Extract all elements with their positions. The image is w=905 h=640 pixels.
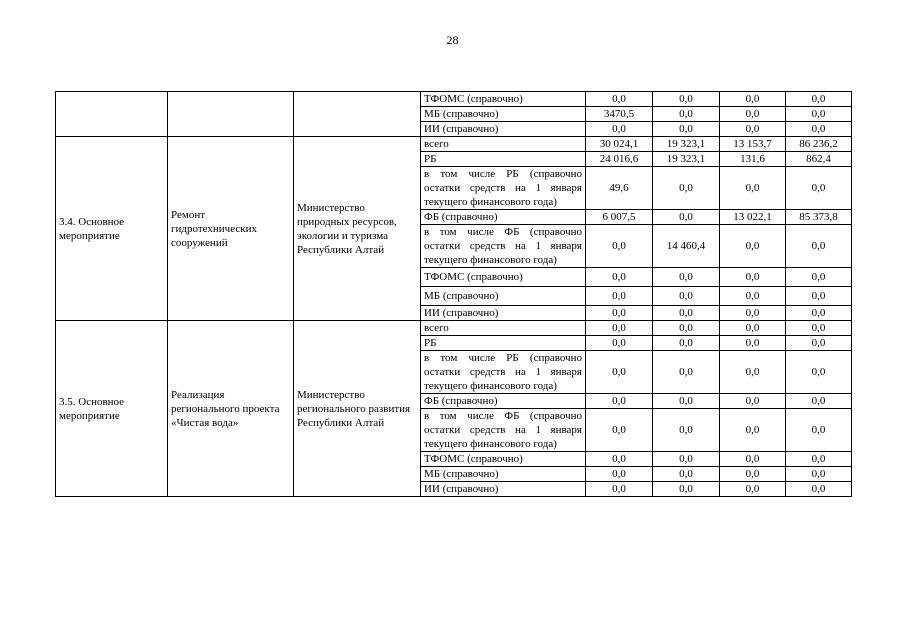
value-cell: 0,0: [786, 225, 852, 268]
value-cell: 0,0: [586, 394, 653, 409]
executor-cell: Министерство регионального развития Республики Алтай: [294, 321, 421, 497]
value-cell: 0,0: [653, 394, 720, 409]
value-cell: 0,0: [653, 92, 720, 107]
table-row: [56, 137, 852, 152]
value-cell: 0,0: [786, 268, 852, 287]
value-cell: 0,0: [720, 167, 786, 210]
activity-cell: [56, 92, 168, 137]
value-cell: 0,0: [720, 452, 786, 467]
value-cell: 0,0: [653, 336, 720, 351]
funding-table: [55, 91, 852, 497]
value-cell: 0,0: [586, 225, 653, 268]
value-cell: 0,0: [786, 336, 852, 351]
title-cell: Ремонт гидротехнических сооружений: [168, 137, 294, 321]
value-cell: 19 323,1: [653, 152, 720, 167]
value-cell: 0,0: [586, 336, 653, 351]
title-cell: Реализация регионального проекта «Чистая вода»: [168, 321, 294, 497]
value-cell: 0,0: [720, 482, 786, 497]
value-cell: 0,0: [653, 107, 720, 122]
funding-source-cell: ФБ (справочно): [421, 210, 586, 225]
funding-source-cell: ТФОМС (справочно): [421, 92, 586, 107]
value-cell: 862,4: [786, 152, 852, 167]
table-row: [56, 321, 852, 336]
table-body: [56, 92, 852, 497]
funding-source-cell: в том числе ФБ (справочно остатки средств на 1 января текущего финансового года): [421, 225, 586, 268]
funding-source-cell: РБ: [421, 152, 586, 167]
value-cell: 0,0: [653, 306, 720, 321]
value-cell: 0,0: [720, 122, 786, 137]
value-cell: 0,0: [586, 321, 653, 336]
value-cell: 0,0: [586, 287, 653, 306]
value-cell: 0,0: [586, 92, 653, 107]
value-cell: 30 024,1: [586, 137, 653, 152]
page-number: 28: [446, 33, 459, 47]
value-cell: 0,0: [720, 409, 786, 452]
value-cell: 0,0: [720, 306, 786, 321]
value-cell: 0,0: [586, 452, 653, 467]
value-cell: 131,6: [720, 152, 786, 167]
value-cell: 0,0: [653, 467, 720, 482]
value-cell: 0,0: [786, 122, 852, 137]
funding-source-cell: ТФОМС (справочно): [421, 452, 586, 467]
value-cell: 0,0: [586, 268, 653, 287]
funding-source-cell: МБ (справочно): [421, 107, 586, 122]
value-cell: 3470,5: [586, 107, 653, 122]
title-cell: [168, 92, 294, 137]
funding-source-cell: МБ (справочно): [421, 467, 586, 482]
funding-source-cell: в том числе РБ (справочно остатки средств на 1 января текущего финансового года): [421, 351, 586, 394]
funding-source-cell: в том числе ФБ (справочно остатки средств на 1 января текущего финансового года): [421, 409, 586, 452]
value-cell: 0,0: [786, 409, 852, 452]
funding-source-cell: ФБ (справочно): [421, 394, 586, 409]
funding-source-cell: ТФОМС (справочно): [421, 268, 586, 287]
table-row: [56, 92, 852, 107]
value-cell: 0,0: [653, 210, 720, 225]
value-cell: 0,0: [720, 394, 786, 409]
activity-cell: 3.5. Основное мероприятие: [56, 321, 168, 497]
funding-source-cell: ИИ (справочно): [421, 122, 586, 137]
value-cell: 0,0: [720, 225, 786, 268]
value-cell: 0,0: [653, 351, 720, 394]
value-cell: 0,0: [653, 321, 720, 336]
funding-source-cell: ИИ (справочно): [421, 306, 586, 321]
value-cell: 0,0: [720, 92, 786, 107]
activity-cell: 3.4. Основное мероприятие: [56, 137, 168, 321]
executor-cell: [294, 92, 421, 137]
value-cell: 0,0: [720, 336, 786, 351]
value-cell: 0,0: [586, 351, 653, 394]
value-cell: 0,0: [786, 107, 852, 122]
value-cell: 13 022,1: [720, 210, 786, 225]
value-cell: 0,0: [720, 107, 786, 122]
funding-source-cell: в том числе РБ (справочно остатки средств на 1 января текущего финансового года): [421, 167, 586, 210]
value-cell: 14 460,4: [653, 225, 720, 268]
value-cell: 49,6: [586, 167, 653, 210]
value-cell: 0,0: [653, 287, 720, 306]
value-cell: 0,0: [586, 482, 653, 497]
value-cell: 0,0: [720, 287, 786, 306]
funding-source-cell: МБ (справочно): [421, 287, 586, 306]
value-cell: 0,0: [653, 167, 720, 210]
value-cell: 0,0: [586, 409, 653, 452]
executor-cell: Министерство природных ресурсов, экологии и туризма Республики Алтай: [294, 137, 421, 321]
value-cell: 0,0: [786, 287, 852, 306]
value-cell: 0,0: [786, 306, 852, 321]
value-cell: 0,0: [720, 351, 786, 394]
value-cell: 0,0: [786, 92, 852, 107]
value-cell: 0,0: [786, 467, 852, 482]
value-cell: 0,0: [653, 482, 720, 497]
value-cell: 19 323,1: [653, 137, 720, 152]
value-cell: 13 153,7: [720, 137, 786, 152]
value-cell: 0,0: [720, 268, 786, 287]
value-cell: 0,0: [786, 452, 852, 467]
value-cell: 0,0: [786, 394, 852, 409]
value-cell: 0,0: [586, 122, 653, 137]
funding-source-cell: всего: [421, 137, 586, 152]
value-cell: 0,0: [786, 482, 852, 497]
funding-source-cell: всего: [421, 321, 586, 336]
value-cell: 0,0: [653, 452, 720, 467]
value-cell: 24 016,6: [586, 152, 653, 167]
value-cell: 86 236,2: [786, 137, 852, 152]
value-cell: 0,0: [786, 167, 852, 210]
funding-source-cell: ИИ (справочно): [421, 482, 586, 497]
value-cell: 0,0: [720, 467, 786, 482]
value-cell: 85 373,8: [786, 210, 852, 225]
value-cell: 0,0: [653, 268, 720, 287]
value-cell: 0,0: [786, 351, 852, 394]
value-cell: 6 007,5: [586, 210, 653, 225]
value-cell: 0,0: [720, 321, 786, 336]
value-cell: 0,0: [653, 409, 720, 452]
value-cell: 0,0: [786, 321, 852, 336]
funding-source-cell: РБ: [421, 336, 586, 351]
value-cell: 0,0: [653, 122, 720, 137]
value-cell: 0,0: [586, 306, 653, 321]
value-cell: 0,0: [586, 467, 653, 482]
